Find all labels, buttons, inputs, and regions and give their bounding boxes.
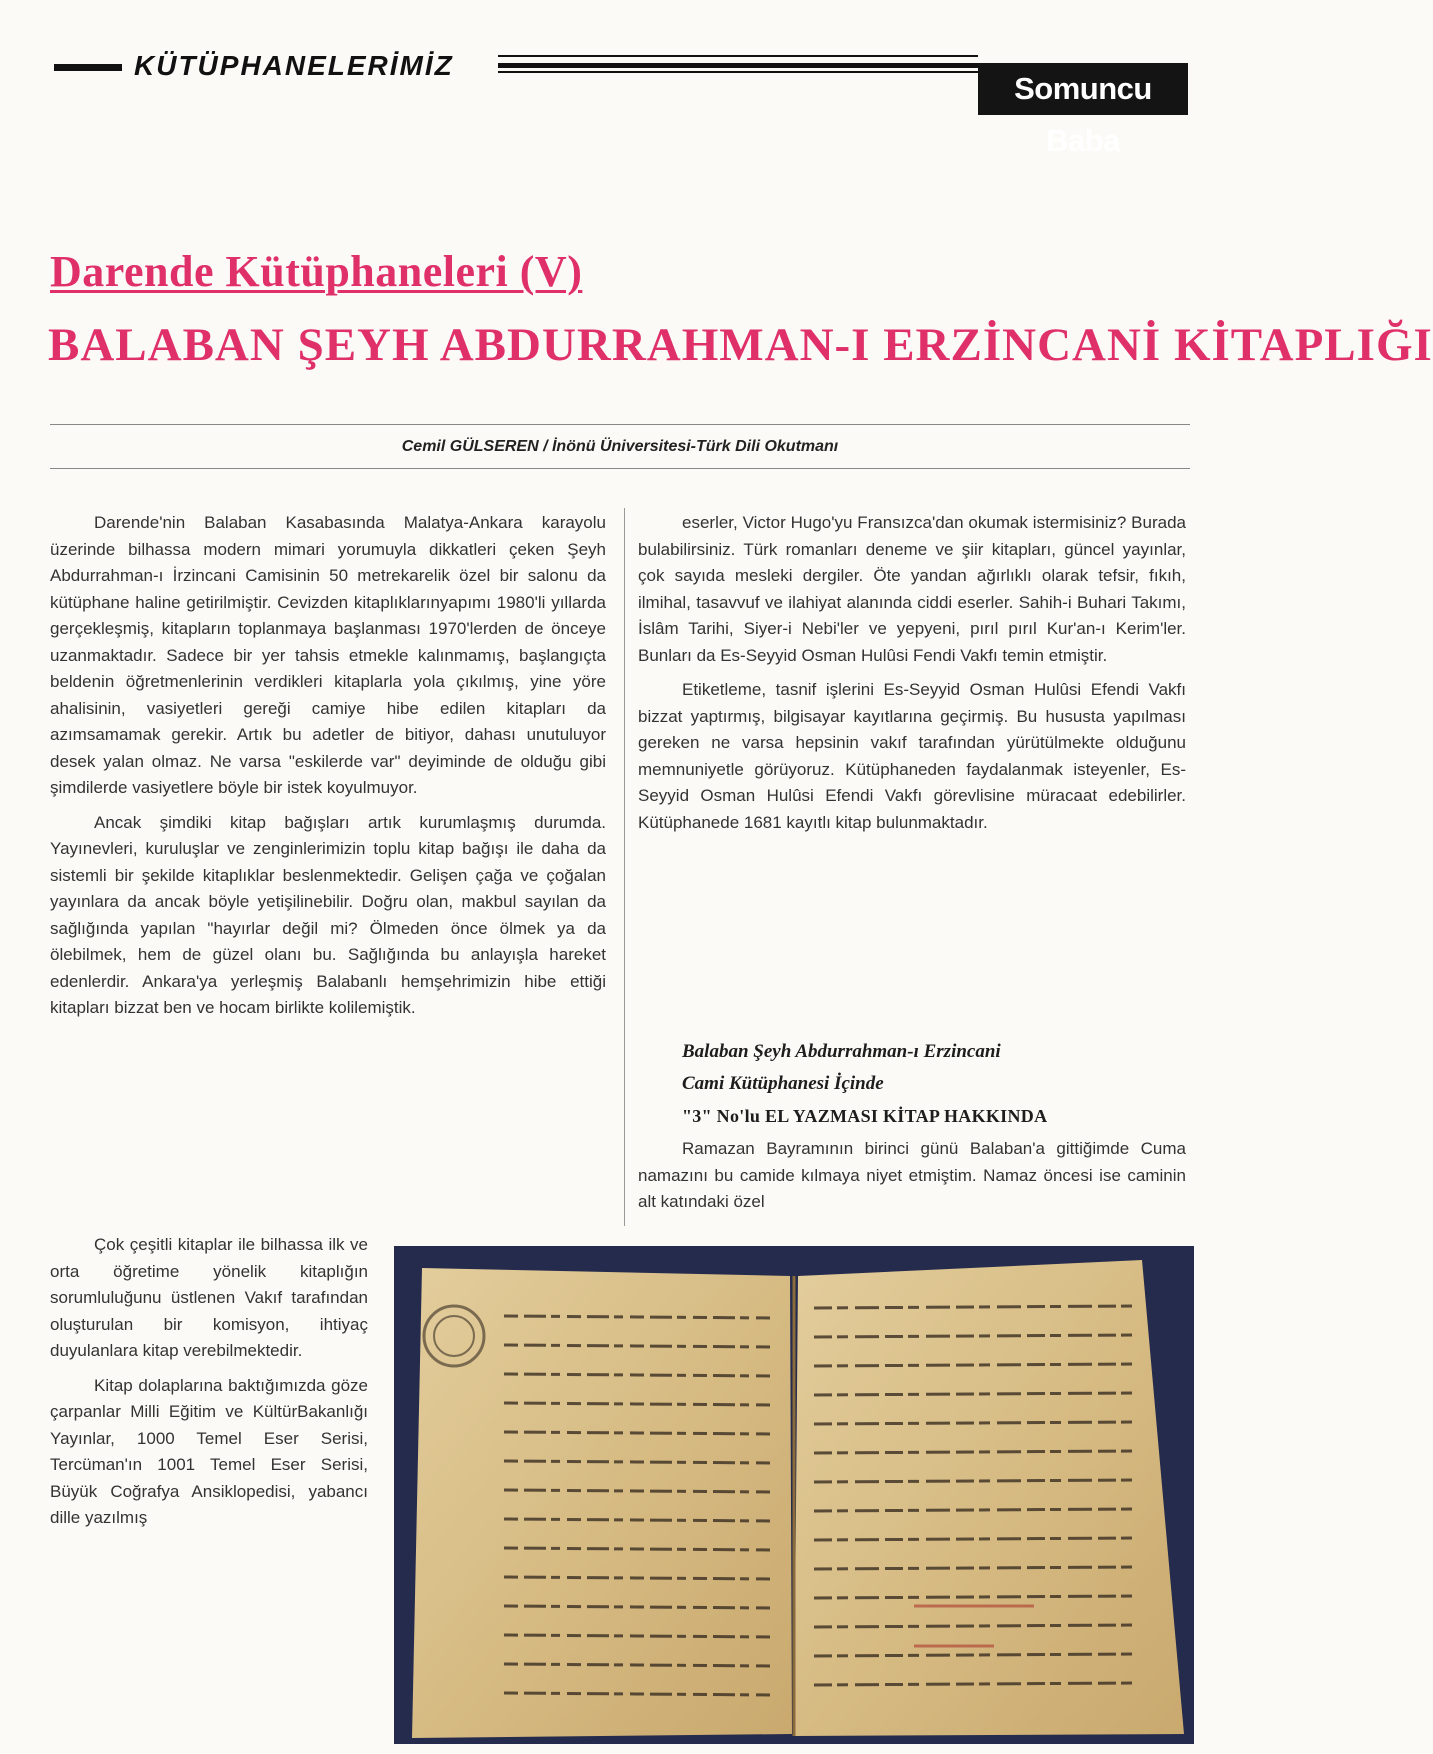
side-column <box>50 1232 368 1532</box>
manuscript-text-line <box>504 1403 774 1405</box>
manuscript-text-line <box>504 1461 774 1463</box>
right-column-continued <box>638 1136 1186 1216</box>
divider <box>50 424 1190 425</box>
manuscript-text-line <box>504 1693 774 1695</box>
subheading-line: Balaban Şeyh Abdurrahman-ı Erzincani <box>682 1041 1001 1062</box>
brand-badge: Somuncu Baba <box>978 63 1188 115</box>
manuscript-text-line <box>504 1345 774 1347</box>
manuscript-photo <box>394 1246 1194 1744</box>
manuscript-text-line <box>504 1606 774 1608</box>
manuscript-text-line <box>504 1374 774 1376</box>
manuscript-text-line <box>504 1664 774 1666</box>
manuscript-text-line <box>504 1490 774 1492</box>
byline: Cemil GÜLSEREN / İnönü Üniversitesi-Türk Dili Okutmanı <box>401 438 839 455</box>
subheading-line: Cami Kütüphanesi İçinde <box>682 1073 884 1094</box>
right-column <box>638 510 1186 836</box>
column-divider <box>624 508 625 1226</box>
manuscript-text-line <box>504 1577 774 1579</box>
manuscript-text-line <box>504 1316 774 1318</box>
manuscript-text-line <box>504 1432 774 1434</box>
paragraph: Darende'nin Balaban Kasabasında Malatya-Ankara karayolu üzerinde bilhassa modern mimari yorumuyla dikkatleri çeken Şeyh Abdurrahman-ı İrzincani Camisinin 50 metrekarelik özel bir salonu da kütüphane haline getirilmiştir. Cevizden kitaplıklarınyapımı 1980'li yıllarda gerçekleşmiş, kitapların toplanmaya başlanması 1970'lerden de önceye uzanmaktadır. Sadece bir yer tahsis etmekle kalınmamış, başlangıçta beldenin öğretmenlerinin verdikleri kitaplarla yola çıkılmış, yine yöre ahalisinin, vasiyetleri gereği camiye hibe edilen kitapları da azımsamamak gerekir. Artık bu adetler de bitiyor, dahası unutuluyor desek yalan olmaz. Ne varsa "eskilerde var" deyiminde de olduğu gibi şimdilerde vasiyetlere böyle bir istek koyulmuyor. <box>50 513 606 797</box>
header-rule <box>498 63 978 68</box>
subheading <box>638 1036 1186 1132</box>
header-dash <box>54 64 122 71</box>
manuscript-text-line <box>504 1635 774 1637</box>
paragraph: Çok çeşitli kitaplar ile bilhassa ilk ve orta öğretime yönelik kitaplığın sorumluluğunu üstlenen Vakıf tarafından oluşturulan bir komisyon, ihtiyaç duyulanlara kitap verebilmektedir. <box>50 1235 368 1360</box>
paragraph: eserler, Victor Hugo'yu Fransızca'dan okumak istermisiniz? Burada bulabilirsiniz. Türk romanları deneme ve şiir kitapları, güncel yayınlar, çok sayıda mesleki dergiler. Öte yandan ağırlıklı olarak tefsir, fıkıh, ilmihal, tasavvuf ve ilahiyat alanında ciddi eserler. Sahih-i Buhari Takımı, İslâm Tarihi, Siyer-i Nebi'ler ve yepyeni, pırıl pırıl Kur'an-ı Kerim'ler. Bunları da Es-Seyyid Osman Hulûsi Fendi Vakfı temin etmiştir. <box>638 513 1186 665</box>
divider <box>50 468 1190 469</box>
paragraph: Ramazan Bayramının birinci günü Balaban'a gittiğimde Cuma namazını bu camide kılmaya niyet etmiştim. Namaz öncesi ise caminin alt katındaki özel <box>638 1139 1186 1211</box>
manuscript-text-line <box>504 1548 774 1550</box>
paragraph: Etiketleme, tasnif işlerini Es-Seyyid Osman Hulûsi Efendi Vakfı bizzat yaptırmış, bilgisayar kayıtlarına geçirmiş. Bu hususta yapılması gereken ne varsa hepsinin vakıf tarafından yürütülmekte olduğunu memnuniyetle görüyoruz. Kütüphaneden faydalanmak isteyenler, Es-Seyyid Osman Hulûsi Efendi Vakfı görevlisine müracaat edebilirler. Kütüphanede 1681 kayıtlı kitap bulunmaktadır. <box>638 680 1186 832</box>
left-page <box>412 1268 792 1738</box>
header-rule <box>498 71 978 73</box>
left-column <box>50 510 606 1022</box>
paragraph: Kitap dolaplarına baktığımızda göze çarpanlar Milli Eğitim ve KültürBakanlığı Yayınlar, 1000 Temel Eser Serisi, Tercüman'ın 1001 Temel Eser Serisi, Büyük Coğrafya Ansiklopedisi, yabancı dille yazılmış <box>50 1375 368 1527</box>
series-title: Darende Kütüphaneleri (V) <box>50 247 583 296</box>
article-title: BALABAN ŞEYH ABDURRAHMAN-I ERZİNCANİ KİTAPLIĞI <box>48 319 1433 371</box>
header-rule <box>498 55 978 57</box>
manuscript-illustration <box>394 1246 1194 1744</box>
section-title: KÜTÜPHANELERİMİZ <box>134 50 454 81</box>
manuscript-text-line <box>504 1519 774 1521</box>
subheading-line: "3" No'lu EL YAZMASI KİTAP HAKKINDA <box>682 1106 1048 1126</box>
paragraph: Ancak şimdiki kitap bağışları artık kurumlaşmış durumda. Yayınevleri, kuruluşlar ve zenginlerimizin toplu kitap bağışı ile daha da sistemli bir şekilde kitaplıklar beslenmektedir. Gelişen çağa ve çoğalan yayınlara da ancak böyle yetişilinebilir. Doğru olan, makbul sayılan da sağlığında yapılan "hayırlar değil mi? Ölmeden önce ölmek ya da ölebilmek, hem de güzel olanı bu. Sağlığında bu anlayışla hareket edenlerdir. Ankara'ya yerleşmiş Balabanlı hemşehrimizin hibe ettiği kitapları bizzat ben ve hocam birlikte kolilemiştik. <box>50 812 606 1017</box>
right-page <box>794 1260 1184 1736</box>
